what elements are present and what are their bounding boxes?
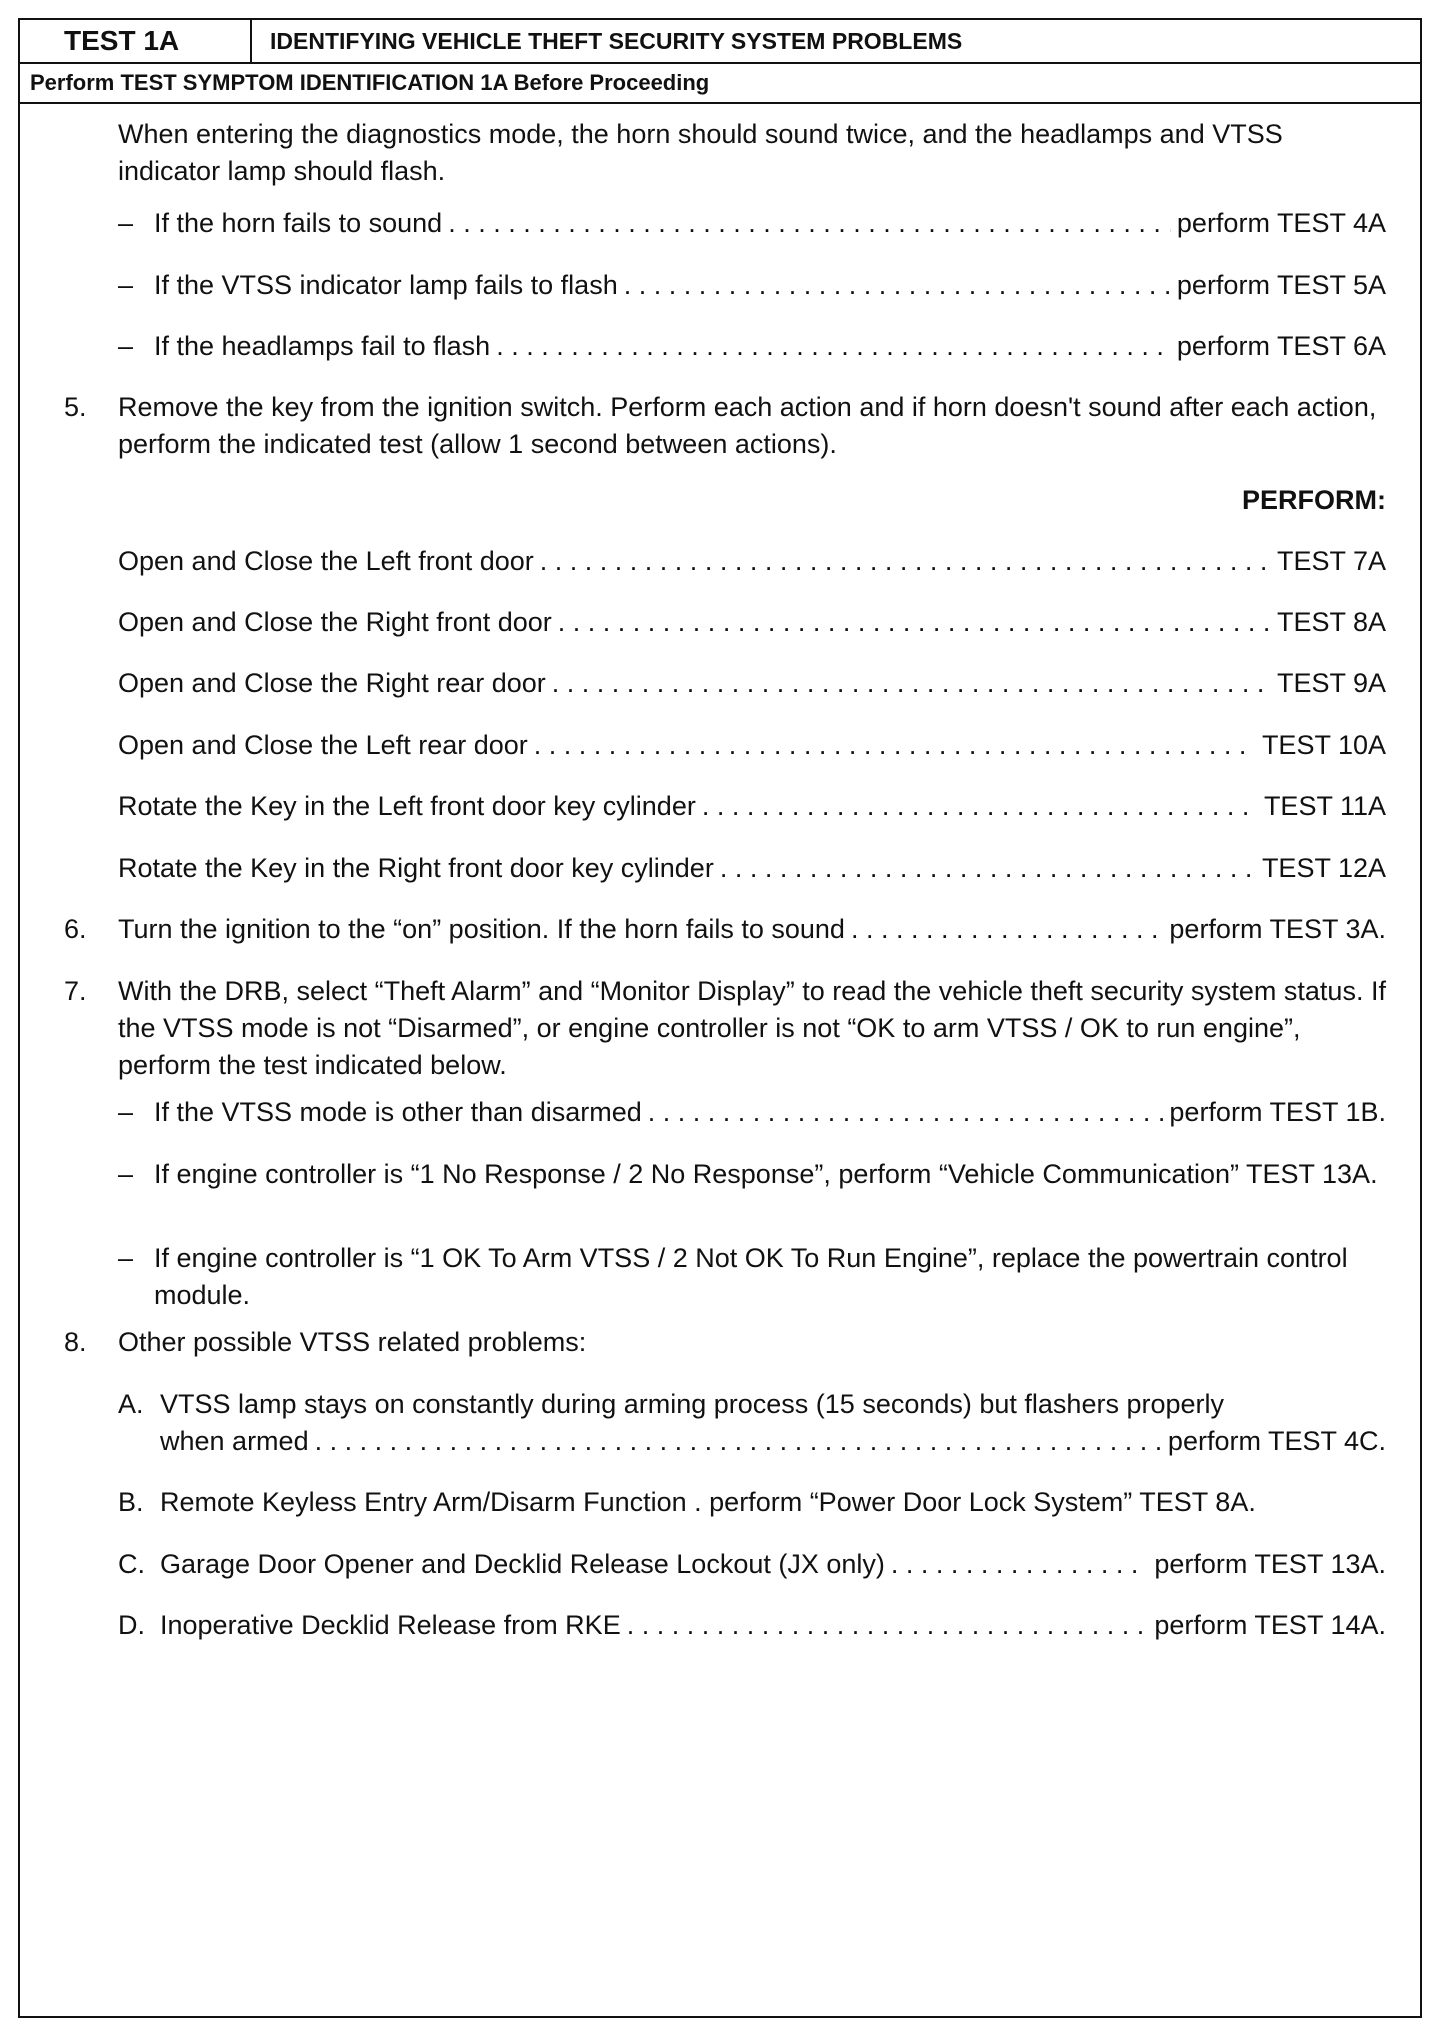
step-number: 8. <box>64 1327 87 1357</box>
dot-leader <box>627 1607 1149 1644</box>
dot-leader-row <box>160 1607 1386 1644</box>
row-result: perform TEST 6A <box>1176 331 1386 361</box>
row-label: when armed <box>160 1426 309 1456</box>
row-label: Open and Close the Left rear door <box>118 730 528 760</box>
intro-text: When entering the diagnostics mode, the horn should sound twice, and the headlamps and VTSS indicator lamp should flash. <box>118 119 1283 186</box>
row-result: perform TEST 4C. <box>1167 1426 1386 1456</box>
dot-leader <box>558 604 1271 641</box>
step8-b-text: Remote Keyless Entry Arm/Disarm Function . perform “Power Door Lock System” TEST 8A. <box>160 1487 1256 1517</box>
item-letter: B. <box>118 1487 144 1517</box>
dot-leader-row <box>160 1423 1386 1460</box>
dot-leader <box>648 1094 1164 1131</box>
test-id: TEST 1A <box>20 20 252 62</box>
row-result: TEST 12A <box>1261 853 1386 883</box>
dot-leader-row <box>154 328 1386 365</box>
row-result: TEST 8A <box>1276 607 1386 637</box>
dash-marker: – <box>118 208 134 238</box>
dot-leader <box>534 727 1256 764</box>
row-label: Inoperative Decklid Release from RKE <box>160 1610 621 1640</box>
row-result: perform TEST 4A <box>1176 208 1386 238</box>
dot-leader-row <box>118 850 1386 887</box>
dash-marker: – <box>118 331 134 361</box>
dot-leader <box>851 911 1163 948</box>
dot-leader <box>552 665 1271 702</box>
test-subtitle: Perform TEST SYMPTOM IDENTIFICATION 1A Before Proceeding <box>20 64 1420 104</box>
dot-leader-row <box>118 665 1386 702</box>
step5-text: Remove the key from the ignition switch. Perform each action and if horn doesn't sound after each action, perform the indicated test (allow 1 second between actions). <box>118 392 1377 459</box>
row-result: perform TEST 1B. <box>1169 1097 1386 1127</box>
dot-leader <box>315 1423 1162 1460</box>
row-result: perform TEST 14A. <box>1154 1610 1386 1640</box>
row-label: If the headlamps fail to flash <box>154 331 491 361</box>
row-label: Rotate the Key in the Right front door key cylinder <box>118 853 714 883</box>
dot-leader-row <box>154 267 1386 304</box>
row-label: If the VTSS mode is other than disarmed <box>154 1097 642 1127</box>
dot-leader-row <box>118 604 1386 641</box>
row-result: perform TEST 13A. <box>1154 1549 1386 1579</box>
test-header <box>20 20 1420 64</box>
dot-leader-row <box>154 1094 1386 1131</box>
dash-marker: – <box>118 1159 134 1189</box>
dot-leader <box>624 267 1171 304</box>
step7-item2-text: If engine controller is “1 No Response / 2 No Response”, perform “Vehicle Communication” TEST 13A. <box>154 1159 1378 1189</box>
dot-leader-row <box>118 788 1386 825</box>
row-label: If the VTSS indicator lamp fails to flash <box>154 270 618 300</box>
dot-leader-row <box>154 205 1386 242</box>
step-number: 7. <box>64 976 87 1006</box>
row-label: Open and Close the Left front door <box>118 546 534 576</box>
perform-heading: PERFORM: <box>1242 485 1386 515</box>
dash-marker: – <box>118 270 134 300</box>
dot-leader <box>702 788 1258 825</box>
test-procedure-frame <box>18 18 1422 2018</box>
dash-marker: – <box>118 1097 134 1127</box>
row-result: perform TEST 3A. <box>1169 914 1386 944</box>
row-result: TEST 9A <box>1276 668 1386 698</box>
row-label: Rotate the Key in the Left front door key cylinder <box>118 791 696 821</box>
dot-leader-row <box>118 911 1386 948</box>
step-number: 6. <box>64 914 87 944</box>
dot-leader <box>496 328 1171 365</box>
dot-leader-row <box>118 543 1386 580</box>
dot-leader-row <box>118 727 1386 764</box>
row-result: TEST 11A <box>1263 791 1386 821</box>
test-title: IDENTIFYING VEHICLE THEFT SECURITY SYSTEM PROBLEMS <box>270 27 963 54</box>
dot-leader <box>540 543 1271 580</box>
row-label: Open and Close the Right front door <box>118 607 552 637</box>
dot-leader <box>891 1546 1149 1583</box>
step8-a-line1: VTSS lamp stays on constantly during arming process (15 seconds) but flashers properly <box>160 1389 1224 1419</box>
step8-text: Other possible VTSS related problems: <box>118 1327 587 1357</box>
row-result: perform TEST 5A <box>1176 270 1386 300</box>
step7-item3-text: If engine controller is “1 OK To Arm VTSS / 2 Not OK To Run Engine”, replace the powertrain control module. <box>154 1243 1348 1310</box>
dot-leader-row <box>160 1546 1386 1583</box>
row-label: Garage Door Opener and Decklid Release Lockout (JX only) <box>160 1549 885 1579</box>
dot-leader <box>720 850 1256 887</box>
item-letter: A. <box>118 1389 144 1419</box>
row-label: If the horn fails to sound <box>154 208 443 238</box>
step-number: 5. <box>64 392 87 422</box>
item-letter: C. <box>118 1549 145 1579</box>
row-label: Open and Close the Right rear door <box>118 668 546 698</box>
step7-text: With the DRB, select “Theft Alarm” and “Monitor Display” to read the vehicle theft security system status. If the VTSS mode is not “Disarmed”, or engine controller is not “OK to arm VTSS / OK to run engine”, perform the test indicated below. <box>118 976 1386 1080</box>
dot-leader <box>448 205 1171 242</box>
item-letter: D. <box>118 1610 145 1640</box>
row-result: TEST 10A <box>1261 730 1386 760</box>
row-result: TEST 7A <box>1276 546 1386 576</box>
dash-marker: – <box>118 1243 134 1273</box>
row-label: Turn the ignition to the “on” position. If the horn fails to sound <box>118 914 845 944</box>
